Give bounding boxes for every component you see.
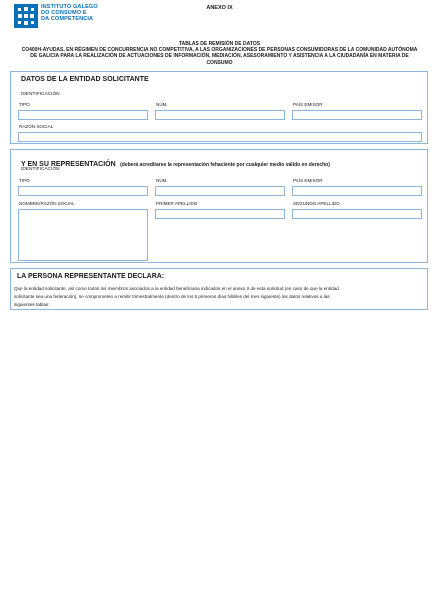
heading-line-1: CO400H-AYUDAS, EN RÉGIMEN DE CONCURRENCIA NO COMPETITIVA, A LAS ORGANIZACIONES DE PERSONAS CONSUMIDORAS DE LA COMUNIDAD AUTÓNOMA bbox=[21, 47, 418, 54]
applicant-section-title: DATOS DE LA ENTIDAD SOLICITANTE bbox=[21, 76, 149, 83]
logo-line-1: INSTITUTO GALEGO bbox=[41, 4, 98, 10]
heading-title: TABLAS DE REMISIÓN DE DATOS bbox=[178, 41, 261, 47]
representative-primer-apellido-field[interactable] bbox=[155, 209, 285, 219]
declaration-line-3: siguientes tablas: bbox=[14, 302, 50, 307]
representative-nombre-label: NOMBRE/RAZÓN SOCIAL bbox=[19, 201, 75, 206]
applicant-razon-field[interactable] bbox=[18, 132, 422, 142]
applicant-section bbox=[10, 71, 428, 144]
representative-tipo-label: TIPO bbox=[19, 178, 30, 183]
heading-line-3: CONSUMO bbox=[206, 59, 233, 66]
representative-section-title: Y EN SU REPRESENTACIÓN bbox=[21, 161, 116, 168]
representative-section-note: (deberá acreditarse la representación fehaciente por cualquier medio válido en derecho) bbox=[120, 162, 330, 168]
representative-pais-label: PAÍS EMISOR bbox=[293, 178, 323, 183]
representative-pais-field[interactable] bbox=[292, 186, 422, 196]
logo-line-2: DO CONSUMO E bbox=[41, 10, 87, 17]
representative-nombre-field[interactable] bbox=[18, 209, 148, 261]
representative-num-field[interactable] bbox=[155, 186, 285, 196]
declaration-section-title: LA PERSONA REPRESENTANTE DECLARA: bbox=[17, 273, 165, 280]
logo-line-3: DA COMPETENCIA bbox=[41, 16, 94, 23]
declaration-line-1: Que la entidad solicitante, así como todos los miembros asociados a la entidad beneficiaria indicados en el anexo II de esta solicitud (en caso de que la entidad bbox=[14, 286, 339, 291]
applicant-pais-label: PAÍS EMISOR bbox=[293, 102, 323, 107]
applicant-pais-field[interactable] bbox=[292, 110, 422, 120]
representative-primer-apellido-label: PRIMER APELLIDO bbox=[156, 201, 198, 206]
representative-num-label: NÚM. bbox=[156, 178, 168, 183]
representative-segundo-apellido-field[interactable] bbox=[292, 209, 422, 219]
applicant-identification-label: IDENTIFICACIÓN bbox=[21, 92, 60, 97]
heading-line-2: DE GALICIA PARA LA REALIZACIÓN DE ACTUACIONES DE INFORMACIÓN, MEDIACIÓN, ASESORAMIENTO Y ASISTENCIA A LA CIUDADANÍA EN MATERIA DE bbox=[30, 53, 409, 60]
applicant-num-label: NÚM. bbox=[156, 102, 168, 107]
applicant-tipo-field[interactable] bbox=[18, 110, 148, 120]
declaration-text bbox=[14, 285, 426, 309]
annex-label: ANEXO IX bbox=[206, 5, 233, 11]
representative-section-header bbox=[21, 153, 330, 171]
document-heading bbox=[18, 41, 421, 66]
applicant-num-field[interactable] bbox=[155, 110, 285, 120]
declaration-line-2: solicitante sea una federación), se comprometen a remitir trimestralmente (dentro de los 5 primeros días hábiles del mes siguiente) los datos relativos a las bbox=[14, 294, 330, 299]
representative-identification-label: IDENTIFICACIÓN bbox=[21, 167, 60, 172]
representative-segundo-apellido-label: SEGUNDO APELLIDO bbox=[293, 201, 340, 206]
applicant-tipo-label: TIPO bbox=[19, 102, 30, 107]
representative-tipo-field[interactable] bbox=[18, 186, 148, 196]
applicant-razon-label: RAZÓN SOCIAL bbox=[19, 124, 54, 129]
representative-section bbox=[10, 149, 428, 263]
